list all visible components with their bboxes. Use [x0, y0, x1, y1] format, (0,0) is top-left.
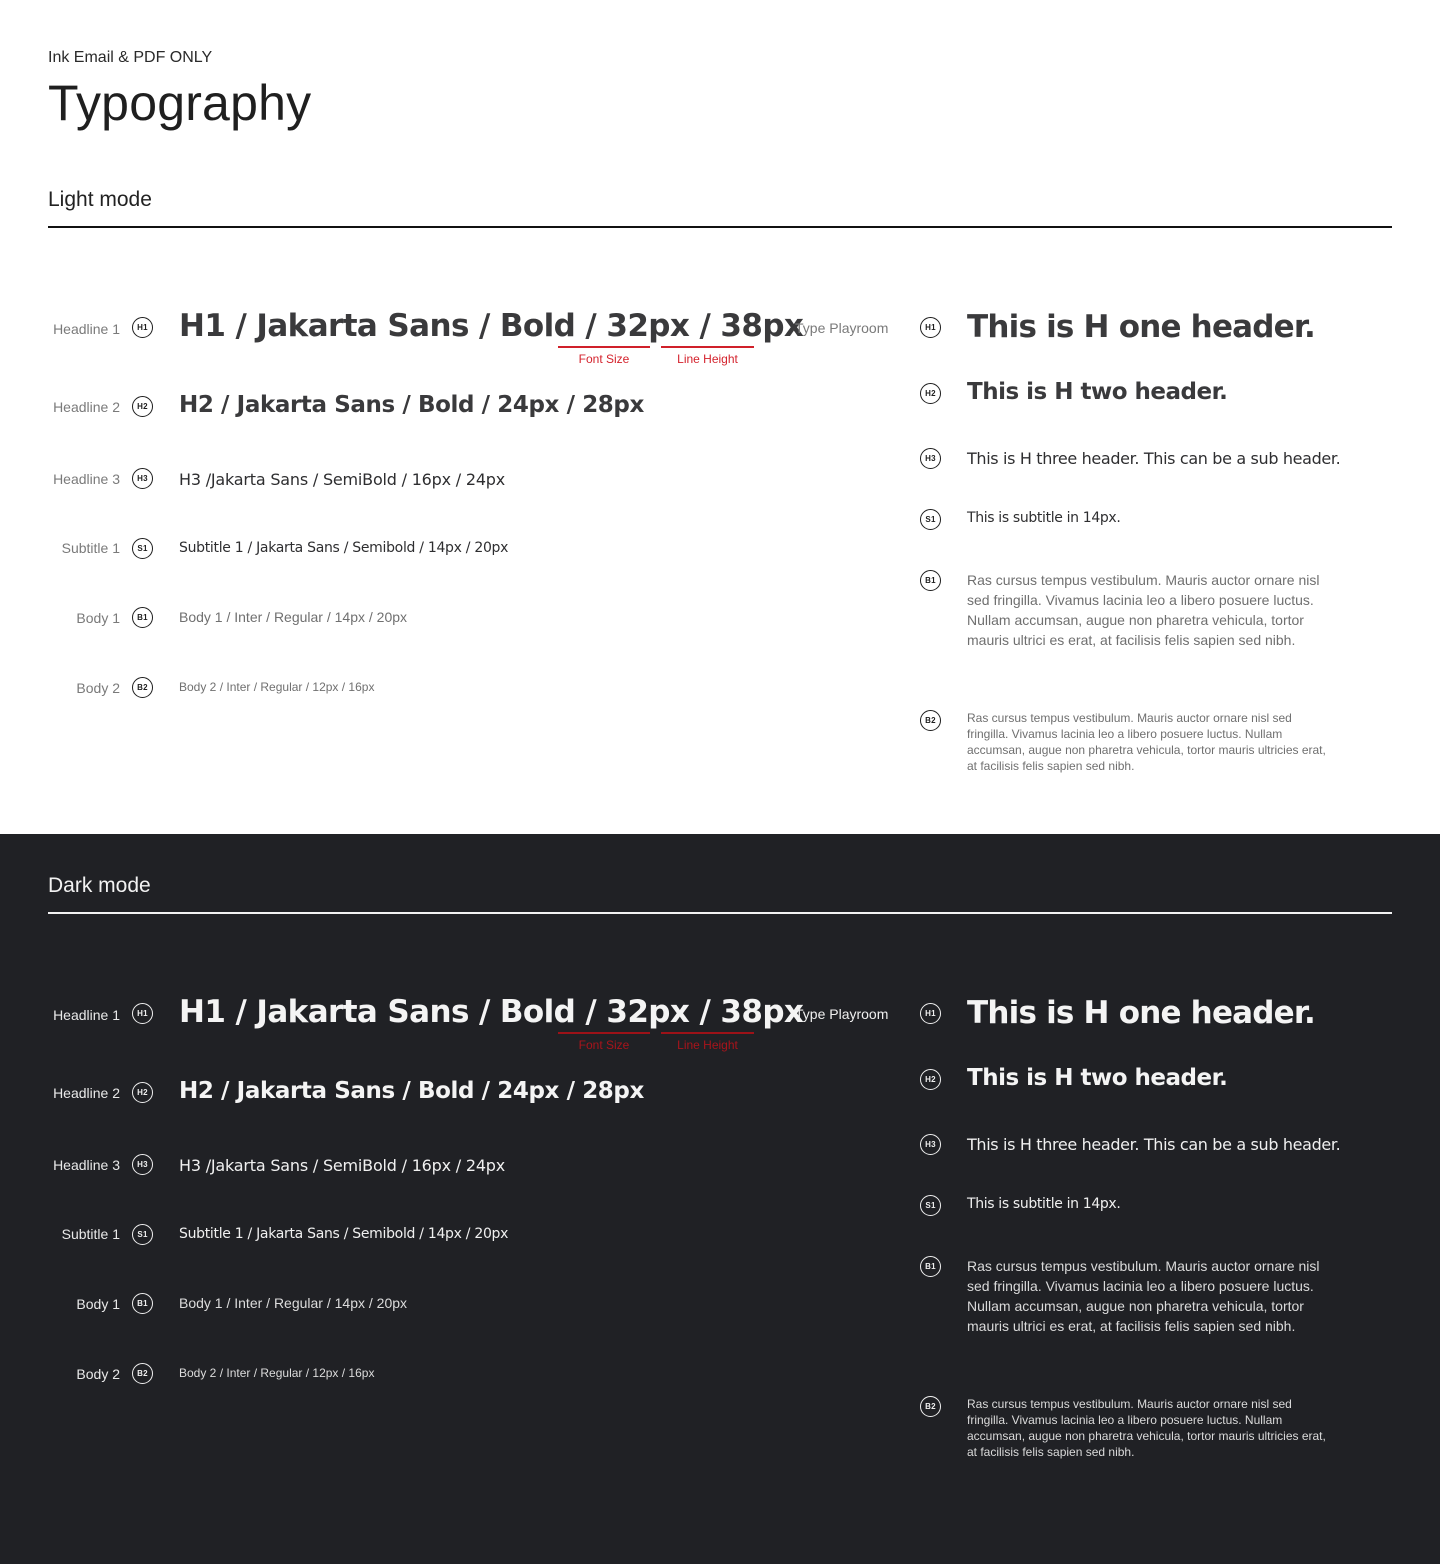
b1-badge-icon: B1: [132, 607, 153, 628]
spec-label: Headline 2: [53, 399, 120, 415]
spec-label: Headline 2: [53, 1085, 120, 1101]
font-size-underline: [558, 346, 650, 348]
h3-badge-icon: H3: [132, 1154, 153, 1175]
playroom-h2: This is H two header.: [967, 379, 1228, 405]
h1-badge-icon: H1: [132, 1003, 153, 1024]
playroom-b2: Ras cursus tempus vestibulum. Mauris auctor ornare nisl sed fringilla. Vivamus lacinia leo a libero posuere luctus. Nullam accumsan, augue non pharetra vehicula, tortor mauris ultricies erat, at facilisis felis sapien sed nibh.: [967, 711, 1326, 773]
spec-text-h2: H2 / Jakarta Sans / Bold / 24px / 28px: [179, 392, 644, 418]
playroom-s1: This is subtitle in 14px.: [967, 510, 1121, 526]
spec-label: Headline 1: [53, 1007, 120, 1023]
h2-badge-icon: H2: [920, 1069, 941, 1090]
h2-badge-icon: H2: [132, 396, 153, 417]
playroom-b1: Ras cursus tempus vestibulum. Mauris auctor ornare nisl sed fringilla. Vivamus lacinia leo a libero posuere luctus. Nullam accumsan, augue non pharetra vehicula, tortor mauris ultrici es erat, at facilisis felis sapien sed nibh.: [967, 572, 1320, 648]
spec-text-b2: Body 2 / Inter / Regular / 12px / 16px: [179, 1366, 375, 1380]
spec-label: Body 2: [76, 1366, 120, 1382]
line-height-underline: [661, 346, 754, 348]
dark-mode-divider: [48, 912, 1392, 914]
s1-badge-icon: S1: [132, 1224, 153, 1245]
spec-text-b1: Body 1 / Inter / Regular / 14px / 20px: [179, 609, 408, 625]
spec-text-b2: Body 2 / Inter / Regular / 12px / 16px: [179, 680, 375, 694]
playroom-h1: This is H one header.: [967, 995, 1315, 1031]
playroom-h1: This is H one header.: [967, 309, 1315, 345]
spec-label: Headline 3: [53, 1157, 120, 1173]
dark-mode-section: [0, 834, 1440, 1564]
spec-label: Body 1: [76, 1296, 120, 1312]
spec-text-b1: Body 1 / Inter / Regular / 14px / 20px: [179, 1295, 408, 1311]
h1-badge-icon: H1: [920, 1003, 941, 1024]
b1-badge-icon: B1: [132, 1293, 153, 1314]
spec-label: Body 2: [76, 680, 120, 696]
line-height-underline: [661, 1032, 754, 1034]
spec-label: Headline 3: [53, 471, 120, 487]
page-title: Typography: [48, 75, 312, 131]
spec-text-s1: Subtitle 1 / Jakarta Sans / Semibold / 14px / 20px: [179, 540, 509, 556]
playroom-b2: Ras cursus tempus vestibulum. Mauris auctor ornare nisl sed fringilla. Vivamus lacinia leo a libero posuere luctus. Nullam accumsan, augue non pharetra vehicula, tortor mauris ultricies erat, at facilisis felis sapien sed nibh.: [967, 1397, 1326, 1459]
line-height-annotation: Line Height: [677, 352, 738, 366]
font-size-annotation: Font Size: [578, 1038, 630, 1052]
b2-badge-icon: B2: [132, 1363, 153, 1384]
spec-text-h2: H2 / Jakarta Sans / Bold / 24px / 28px: [179, 1078, 644, 1104]
light-mode-divider: [48, 226, 1392, 228]
spec-text-h1: H1 / Jakarta Sans / Bold / 32px / 38px: [179, 994, 804, 1030]
type-playroom-label: Type Playroom: [795, 1006, 889, 1022]
h3-badge-icon: H3: [920, 448, 941, 469]
h2-badge-icon: H2: [132, 1082, 153, 1103]
playroom-h3: This is H three header. This can be a sub header.: [967, 1135, 1341, 1154]
h1-badge-icon: H1: [920, 317, 941, 338]
s1-badge-icon: S1: [132, 538, 153, 559]
spec-label: Body 1: [76, 610, 120, 626]
h1-badge-icon: H1: [132, 317, 153, 338]
playroom-h3: This is H three header. This can be a sub header.: [967, 449, 1341, 468]
b1-badge-icon: B1: [920, 1256, 941, 1277]
b2-badge-icon: B2: [920, 1396, 941, 1417]
h3-badge-icon: H3: [132, 468, 153, 489]
b2-badge-icon: B2: [132, 677, 153, 698]
page-eyebrow: Ink Email & PDF ONLY: [48, 49, 213, 66]
s1-badge-icon: S1: [920, 1195, 941, 1216]
dark-mode-title: Dark mode: [48, 874, 151, 897]
spec-label: Subtitle 1: [61, 1226, 120, 1242]
b2-badge-icon: B2: [920, 710, 941, 731]
spec-text-s1: Subtitle 1 / Jakarta Sans / Semibold / 14px / 20px: [179, 1226, 509, 1242]
spec-text-h1: H1 / Jakarta Sans / Bold / 32px / 38px: [179, 308, 804, 344]
b1-badge-icon: B1: [920, 570, 941, 591]
spec-text-h3: H3 /Jakarta Sans / SemiBold / 16px / 24px: [179, 470, 506, 489]
line-height-annotation: Line Height: [677, 1038, 738, 1052]
h2-badge-icon: H2: [920, 383, 941, 404]
playroom-b1: Ras cursus tempus vestibulum. Mauris auctor ornare nisl sed fringilla. Vivamus lacinia leo a libero posuere luctus. Nullam accumsan, augue non pharetra vehicula, tortor mauris ultrici es erat, at facilisis felis sapien sed nibh.: [967, 1258, 1320, 1334]
playroom-s1: This is subtitle in 14px.: [967, 1196, 1121, 1212]
playroom-h2: This is H two header.: [967, 1065, 1228, 1091]
spec-label: Headline 1: [53, 321, 120, 337]
h3-badge-icon: H3: [920, 1134, 941, 1155]
font-size-underline: [558, 1032, 650, 1034]
spec-text-h3: H3 /Jakarta Sans / SemiBold / 16px / 24px: [179, 1156, 506, 1175]
s1-badge-icon: S1: [920, 509, 941, 530]
font-size-annotation: Font Size: [578, 352, 630, 366]
type-playroom-label: Type Playroom: [795, 320, 889, 336]
light-mode-title: Light mode: [48, 188, 152, 211]
spec-label: Subtitle 1: [61, 540, 120, 556]
